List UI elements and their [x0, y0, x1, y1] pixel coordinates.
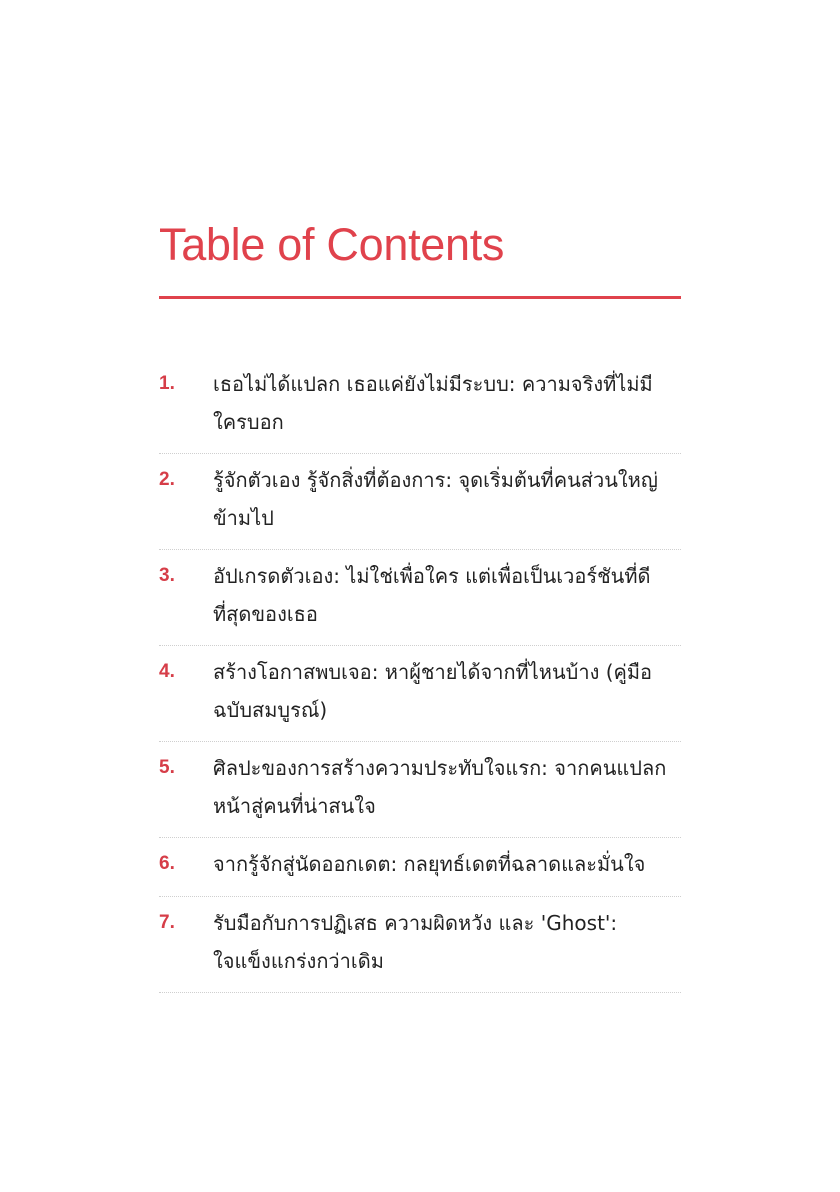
toc-entry-title: สร้างโอกาสพบเจอ: หาผู้ชายได้จากที่ไหนบ้าง (คู่มือฉบับสมบูรณ์)	[213, 660, 653, 722]
toc-entry-number: 6.	[159, 853, 175, 874]
toc-entry-number: 1.	[159, 373, 175, 394]
toc-entry-title: เธอไม่ได้แปลก เธอแค่ยังไม่มีระบบ: ความจริงที่ไม่มีใครบอก	[213, 372, 653, 434]
page-title: Table of Contents	[159, 219, 505, 270]
toc-entry-title: ศิลปะของการสร้างความประทับใจแรก: จากคนแปลกหน้าสู่คนที่น่าสนใจ	[213, 756, 667, 818]
toc-entry-number: 5.	[159, 757, 175, 778]
toc-entry[interactable]	[159, 454, 681, 550]
toc-entry-number: 2.	[159, 469, 175, 490]
toc-entry[interactable]	[159, 550, 681, 646]
toc-entry[interactable]	[159, 358, 681, 454]
toc-entry[interactable]	[159, 742, 681, 838]
toc-entry-title: รับมือกับการปฏิเสธ ความผิดหวัง และ 'Ghost': ใจแข็งแกร่งกว่าเดิม	[213, 911, 618, 973]
toc-entry-number: 7.	[159, 912, 175, 933]
toc-entry[interactable]	[159, 897, 681, 993]
toc-list	[159, 358, 681, 993]
toc-entry-number: 4.	[159, 661, 175, 682]
title-divider	[159, 296, 681, 299]
toc-entry[interactable]	[159, 646, 681, 742]
toc-entry[interactable]	[159, 838, 681, 897]
toc-entry-title: รู้จักตัวเอง รู้จักสิ่งที่ต้องการ: จุดเริ่มต้นที่คนส่วนใหญ่ข้ามไป	[213, 468, 658, 530]
toc-entry-title: อัปเกรดตัวเอง: ไม่ใช่เพื่อใคร แต่เพื่อเป็นเวอร์ชันที่ดีที่สุดของเธอ	[213, 564, 651, 626]
toc-entry-title: จากรู้จักสู่นัดออกเดต: กลยุทธ์เดตที่ฉลาดและมั่นใจ	[213, 852, 646, 876]
toc-entry-number: 3.	[159, 565, 175, 586]
